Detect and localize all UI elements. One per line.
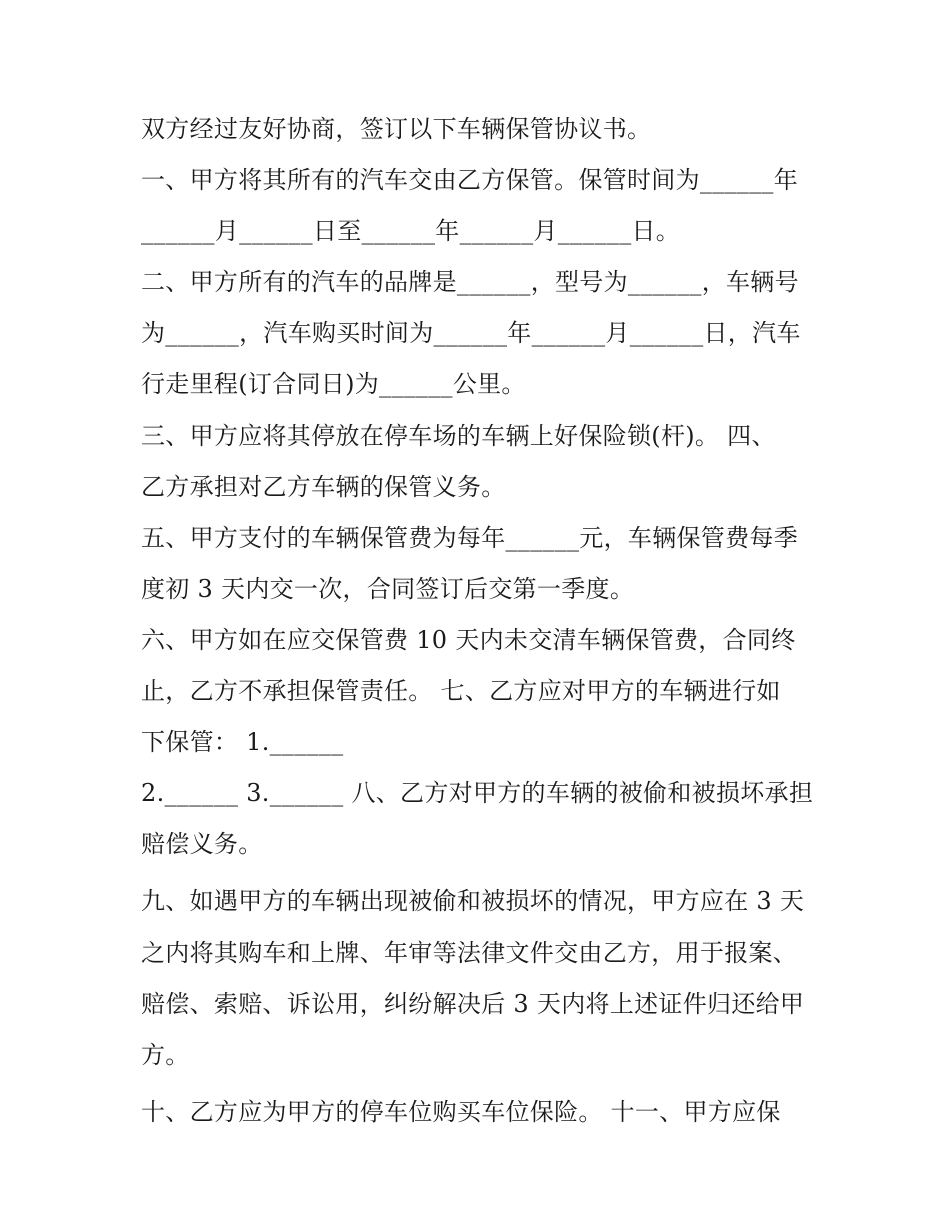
text-line: 双方经过友好协商，签订以下车辆保管协议书。 <box>141 115 652 143</box>
text-line: 九、如遇甲方的车辆出现被偷和被损坏的情况，甲方应在 3 天 <box>141 887 805 916</box>
text-line: 五、甲方支付的车辆保管费为每年______元，车辆保管费每季 <box>141 523 798 552</box>
text-line: 一、甲方将其所有的汽车交由乙方保管。保管时间为______年 <box>141 166 798 195</box>
text-line: 赔偿、索赔、诉讼用，纠纷解决后 3 天内将上述证件归还给甲 <box>141 989 805 1018</box>
text-line: 十、乙方应为甲方的停车位购买车位保险。 十一、甲方应保 <box>141 1097 781 1126</box>
document-body <box>141 104 821 1138</box>
text-line: 行走里程(订合同日)为______公里。 <box>141 370 526 399</box>
text-line: 六、甲方如在应交保管费 10 天内未交清车辆保管费，合同终 <box>141 625 796 654</box>
text-line: 止，乙方不承担保管责任。 七、乙方应对甲方的车辆进行如 <box>141 677 781 706</box>
text-line: 2.______ 3.______ 八、乙方对甲方的车辆的被偷和被损坏承担 <box>141 779 814 808</box>
text-line: 度初 3 天内交一次，合同签订后交第一季度。 <box>141 574 635 603</box>
text-line: 乙方承担对乙方车辆的保管义务。 <box>141 472 506 501</box>
text-line: ______月______日至______年______月______日。 <box>141 217 681 246</box>
text-line: 为______，汽车购买时间为______年______月______日，汽车 <box>141 319 801 348</box>
text-line: 下保管： 1.______ <box>141 728 344 757</box>
text-line: 之内将其购车和上牌、年审等法律文件交由乙方，用于报案、 <box>141 938 798 967</box>
text-line: 二、甲方所有的汽车的品牌是______，型号为______，车辆号 <box>141 268 799 297</box>
text-line: 方。 <box>141 1040 190 1069</box>
text-line: 三、甲方应将其停放在停车场的车辆上好保险锁(杆)。 四、 <box>141 421 776 450</box>
text-line: 赔偿义务。 <box>141 830 263 859</box>
